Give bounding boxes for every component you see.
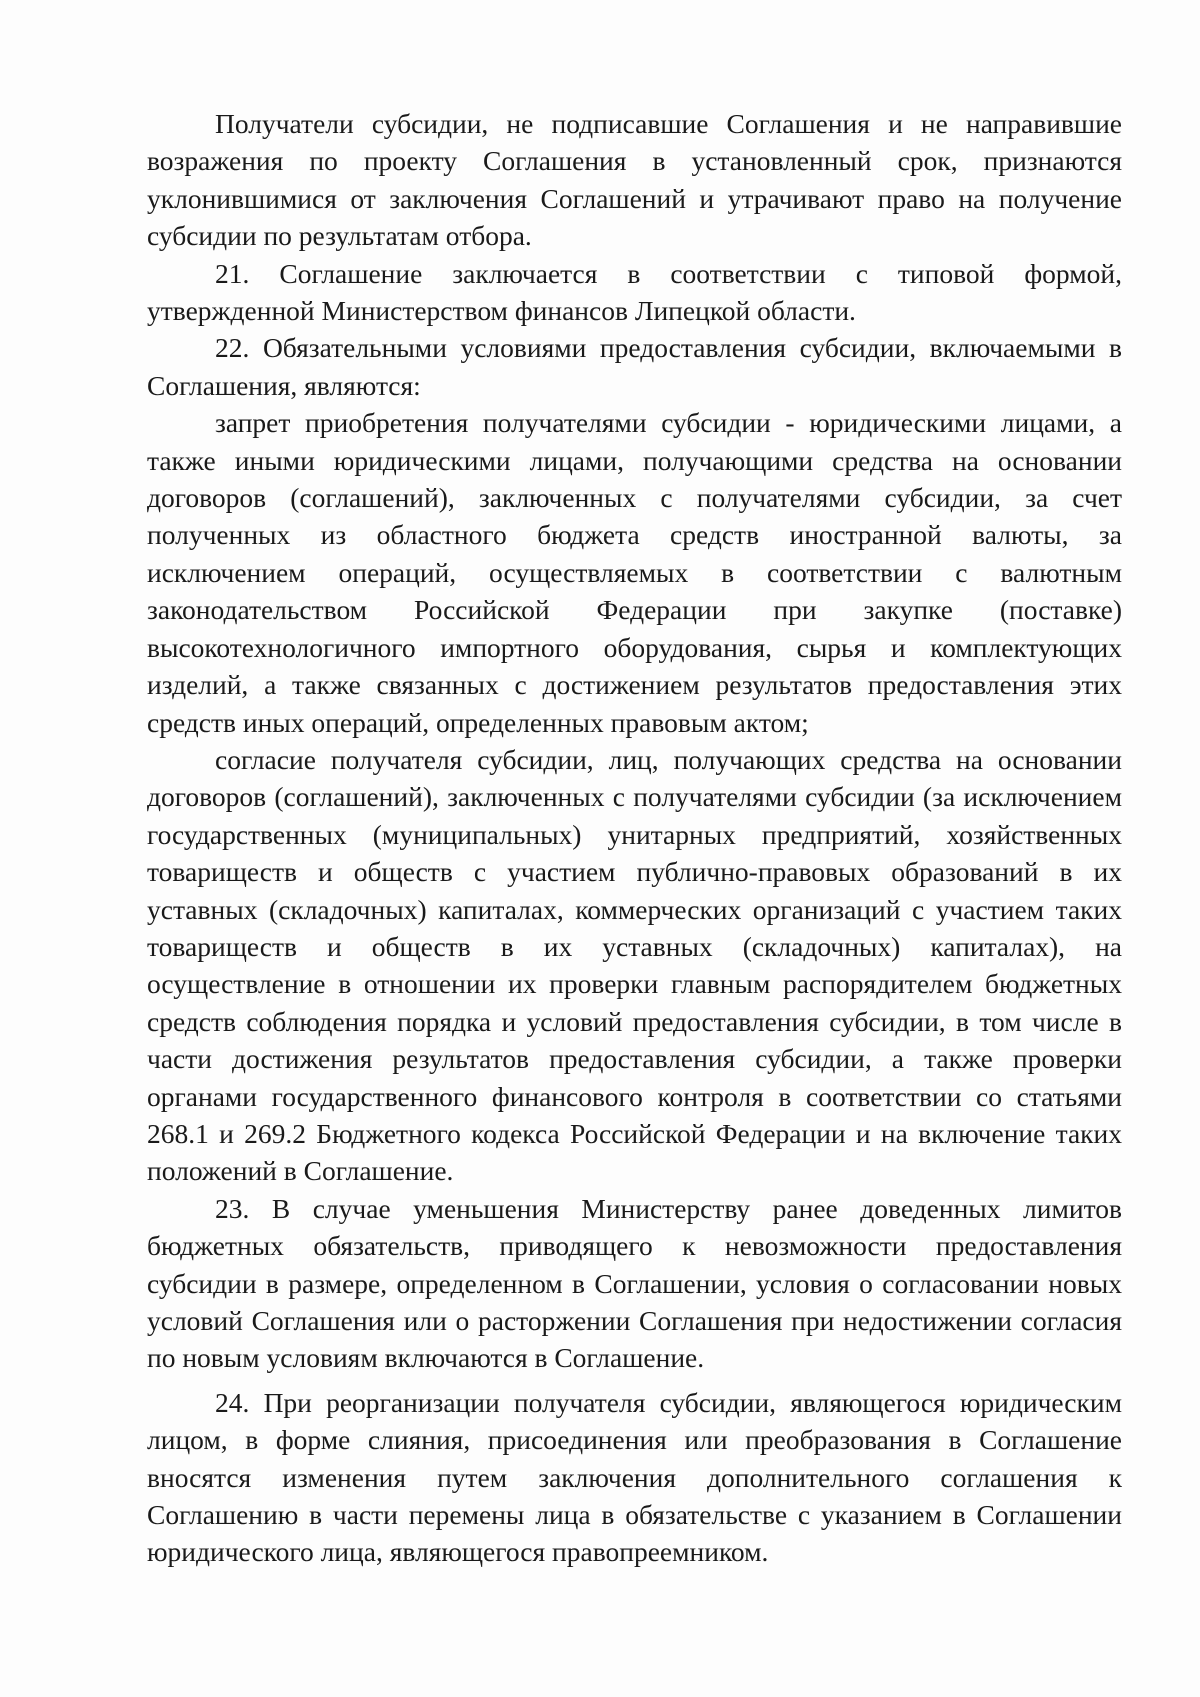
paragraph-currency-ban: запрет приобретения получателями субсидии - юридическими лицами, а также иными юридическими лицами, получающими средства на основании договоров (соглашений), заключенных с получателями субсидии, за счет полученных из областного бюджета средств иностранной валюты, за исключением операций, осуществляемых в соответствии с валютным законодательством Российской Федерации при закупке (поставке) высокотехнологичного импортного оборудования, сырья и комплектующих изделий, а также связанных с достижением результатов предоставления этих средств иных операций, определенных правовым актом; [147,407,1122,738]
document-body [147,105,1122,1571]
paragraph-21-standard-form: 21. Соглашение заключается в соответствии с типовой формой, утвержденной Министерством финансов Липецкой области. [147,257,1122,327]
paragraph-consent-to-audit: согласие получателя субсидии, лиц, получающих средства на основании договоров (соглашений), заключенных с получателями субсидии (за исключением государственных (муниципальных) унитарных предприятий, хозяйственных товариществ и обществ с участием публично-правовых образований в их уставных (складочных) капиталах, коммерческих организаций с участием таких товариществ и обществ в их уставных (складочных) капиталах), на осуществление в отношении их проверки главным распорядителем бюджетных средств соблюдения порядка и условий предоставления субсидии, в том числе в части достижения результатов предоставления субсидии, а также проверки органами государственного финансового контроля в соответствии со статьями 268.1 и 269.2 Бюджетного кодекса Российской Федерации и на включение таких положений в Соглашение. [147,743,1122,1187]
paragraph-24-reorganization: 24. При реорганизации получателя субсидии, являющегося юридическим лицом, в форме слияния, присоединения или преобразования в Соглашение вносятся изменения путем заключения дополнительного соглашения к Соглашению в части перемены лица в обязательстве с указанием в Соглашении юридического лица, являющегося правопреемником. [147,1386,1122,1568]
paragraph-refusal-to-sign: Получатели субсидии, не подписавшие Соглашения и не направившие возражения по проекту Соглашения в установленный срок, признаются уклонившимися от заключения Соглашений и утрачивают право на получение субсидии по результатам отбора. [147,108,1122,252]
paragraph-22-mandatory-conditions: 22. Обязательными условиями предоставления субсидии, включаемыми в Соглашения, являются: [147,332,1122,401]
paragraph-23-limit-reduction: 23. В случае уменьшения Министерству ранее доведенных лимитов бюджетных обязательств, приводящего к невозможности предоставления субсидии в размере, определенном в Соглашении, условия о согласовании новых условий Соглашения или о расторжении Соглашения при недостижении согласия по новым условиям включаются в Соглашение. [147,1192,1122,1374]
